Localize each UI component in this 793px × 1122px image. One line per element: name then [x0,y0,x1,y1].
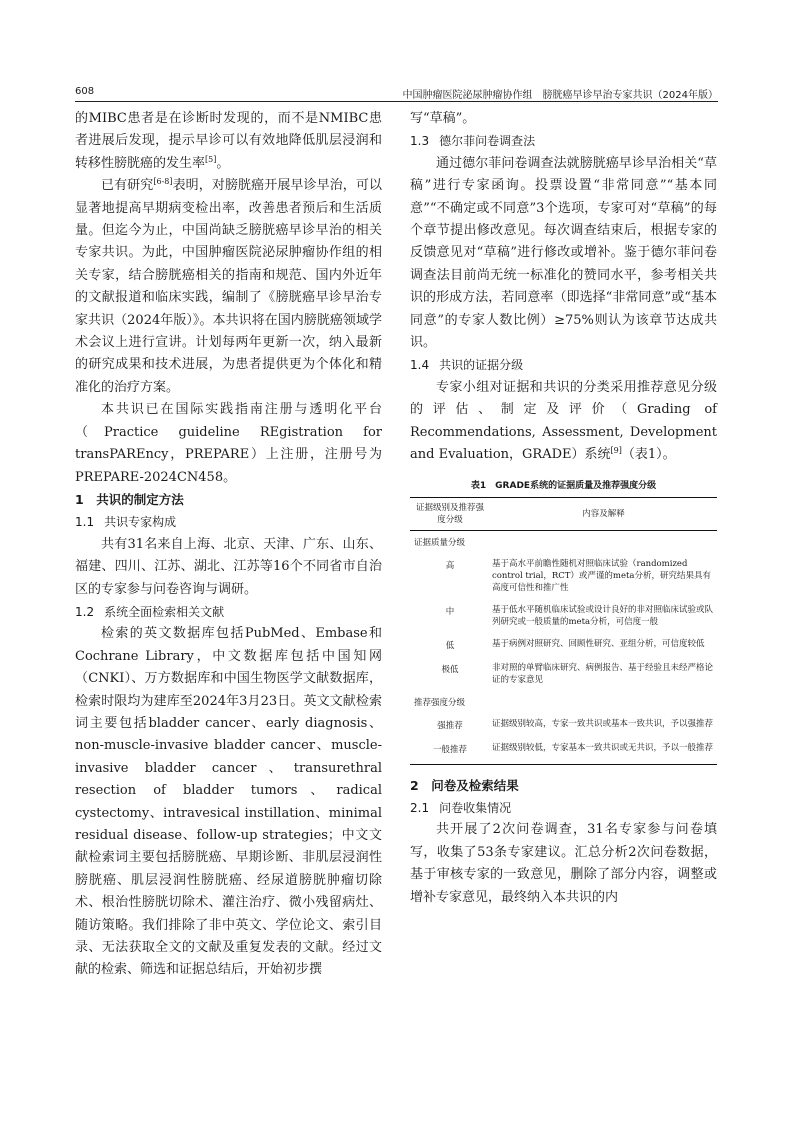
subsection-heading: 1.3 德尔菲问卷调查法 [410,134,536,149]
table-cell-desc: 非对照的单臂临床研究、病例报告、基于经验且未经严格论证的专家意见 [492,662,714,685]
left-column [75,108,382,982]
table-cell-level: 一般推荐 [410,737,490,765]
table-header-cell: 证据级别及推荐强度分级 [410,497,490,530]
table-cell-level: 强推荐 [437,720,463,731]
right-column [410,108,717,909]
section-heading: 1 共识的制定方法 [75,491,184,507]
table-header-cell: 内容及解释 [490,497,717,530]
subsection-heading: 1.1 共识专家构成 [75,515,177,530]
table-cell-desc: 证据级别较高，专家一致共识或基本一致共识，予以强推荐 [492,718,714,729]
section-heading: 2 问卷及检索结果 [410,777,519,793]
paragraph: 本共识已在国际实践指南注册与透明化平台（Practice guideline REgistration for transPAREncy，PREPARE）上注册，注册号为PREPARE-2024CN458。 [75,402,382,485]
citation: [6-8] [153,177,173,187]
table-cell-desc: 基于低水平随机临床试验或设计良好的非对照临床试验或队列研究或一般质量的meta分析，可信度一般 [492,604,714,627]
paragraph: 共有31名来自上海、北京、天津、广东、山东、福建、四川、江苏、湖北、江苏等16个不同省市自治区的专家参与问卷咨询与调研。 [75,536,382,597]
subsection-heading: 1.2 系统全面检索相关文献 [75,604,225,619]
page-number: 608 [75,86,95,97]
paragraph: 写“草稿”。 [410,111,476,126]
table-row [410,737,717,765]
paragraph: 的MIBC患者是在诊断时发现的，而不是NMIBC患者进展后发现，提示早诊可以有效地降低肌层浸润和转移性膀胱癌的发生率[5]。 [75,111,382,171]
paragraph: 通过德尔菲问卷调查法就膀胱癌早诊早治相关“草稿”进行专家函询。投票设置“非常同意”“基本同意”“不确定或不同意”3个选项，专家可对“草稿”的每个章节提出修改意见。每次调查结束后，根据专家的反馈意见对“草稿”进行修改或增补。鉴于德尔菲问卷调查法目前尚无统一标准化的赞同水平，参考相关共识的形成方法，若同意率（即选择“非常同意”或“基本同意”的专家人数比例）≥75%则认为该章节达成共识。 [410,155,717,351]
citation: [5] [205,154,217,164]
header-rule [75,101,718,102]
grade-table [410,497,717,765]
table-row [410,713,717,737]
paragraph: 专家小组对证据和共识的分类采用推荐意见分级的评估、制定及评价（Grading of Recommendations, Assessment, Development and Evaluation，GRADE）系统[9]（表1）。 [410,379,717,463]
paragraph: 已有研究[6-8]表明，对膀胱癌开展早诊早治，可以显著地提高早期病变检出率，改善患者预后和生活质量。但迄今为止，中国尚缺乏膀胱癌早诊早治的相关专家共识。为此，中国肿瘤医院泌尿肿瘤协作组的相关专家，结合膀胱癌相关的指南和规范、国内外近年的文献报道和临床实践，编制了《膀胱癌早诊早治专家共识（2024年版）》。本共识将在国内膀胱癌领域学术会议上进行宣讲。计划每两年更新一次，纳入最新的研究成果和技术进展，为患者提供更为个体化和精准化的治疗方案。 [75,177,382,395]
table-row [410,657,717,691]
table-cell-level: 低 [445,640,455,651]
table-spacer [410,765,717,775]
table-group-label: 推荐强度分级 [414,697,466,708]
paragraph: 共开展了2次问卷调查，31名专家参与问卷填写，收集了53条专家建议。汇总分析2次问卷数据，基于审核专家的一致意见，删除了部分内容，调整或增补专家意见，最终纳入本共识的内 [410,822,717,905]
table-group-label: 证据质量分级 [414,537,466,548]
table-cell-level: 高 [445,560,455,571]
citation: [9] [610,446,622,456]
table-cell-level: 极低 [441,664,459,675]
table-row [410,633,717,657]
page-header [75,84,718,102]
table-cell-desc: 基于病例对照研究、回顾性研究、亚组分析，可信度较低 [492,638,705,649]
table-row [410,553,717,599]
table-cell-level: 中 [445,606,455,617]
subsection-heading: 1.4 共识的证据分级 [410,358,524,373]
table-cell-desc: 基于高水平前瞻性随机对照临床试验（randomized control trial，RCT）或严谨的meta分析，研究结果具有高度可信性和推广性 [492,558,712,593]
table-row [410,599,717,633]
table-caption: 表1 GRADE系统的证据质量及推荐强度分级 [470,480,657,491]
paragraph: 检索的英文数据库包括PubMed、Embase和Cochrane Library，中文数据库包括中国知网（CNKI）、万方数据库和中国生物医学文献数据库，检索时限均为建库至2024年3月23日。英文文献检索词主要包括bladder cancer、early diagnosis、non-muscle-invasive bladder cancer、muscle-invasive bladder cancer、transurethral resection of bladder tumors、radical cystectomy、intravesical instillation、minimal residual disease、follow-up strategies；中文文献检索词主要包括膀胱癌、早期诊断、非肌层浸润性膀胱癌、肌层浸润性膀胱癌、经尿道膀胱肿瘤切除术、根治性膀胱切除术、灌注治疗、微小残留病灶、随访策略。我们排除了非中英文、学位论文、索引目录、无法获取全文的文献及重复发表的文献。经过文献的检索、筛选和证据总结后，开始初步撰 [75,626,382,978]
table-cell-desc: 证据级别较低，专家基本一致共识或无共识，予以一般推荐 [490,737,717,765]
subsection-heading: 2.1 问卷收集情况 [410,800,512,815]
running-title: 中国肿瘤医院泌尿肿瘤协作组 膀胱癌早诊早治专家共识（2024年版） [402,90,718,101]
